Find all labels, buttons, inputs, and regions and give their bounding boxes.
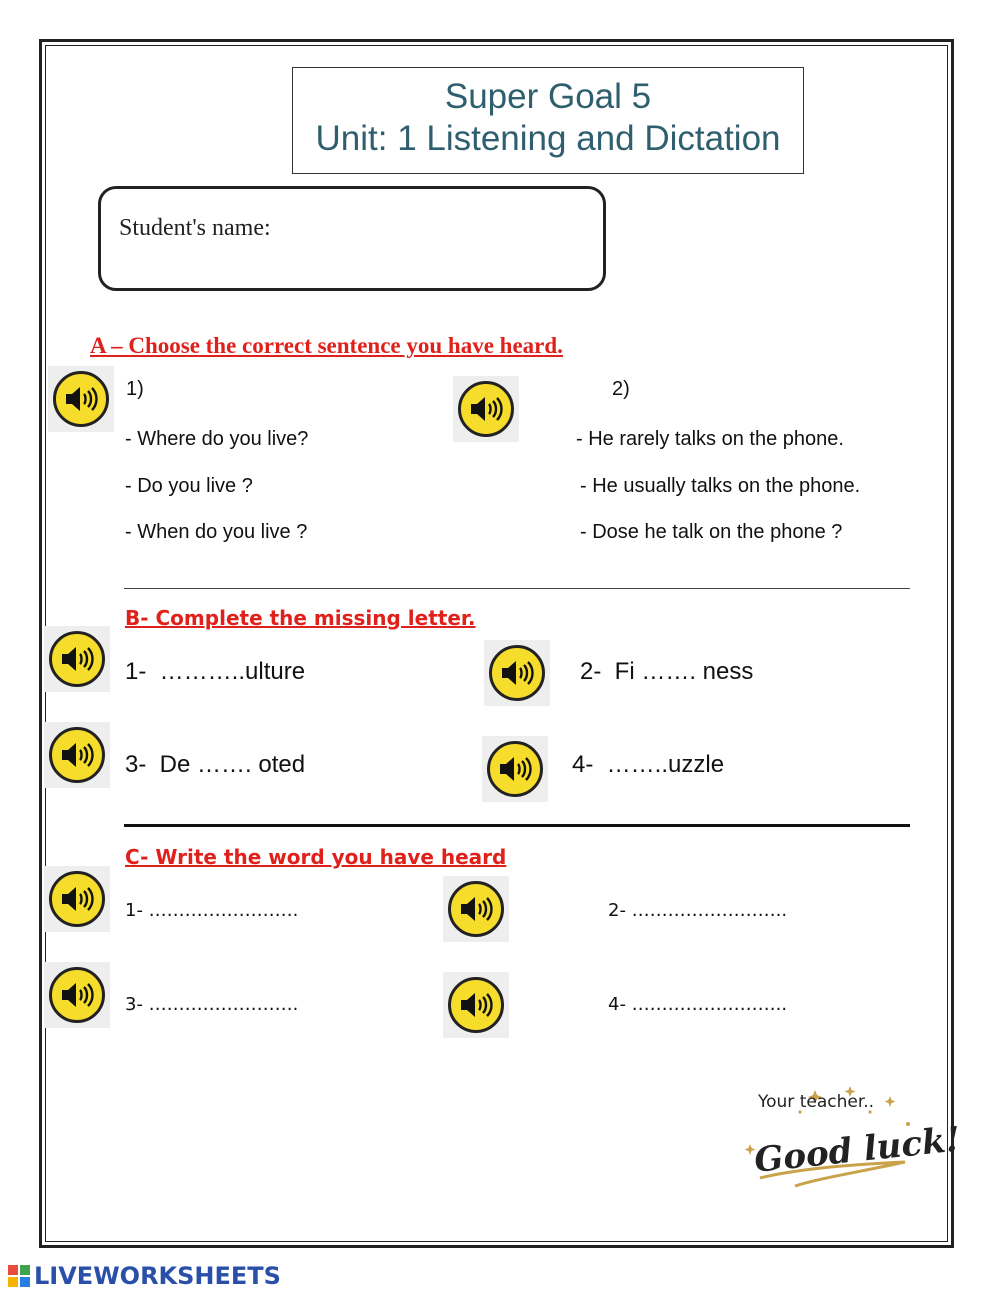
- speaker-icon: [487, 741, 543, 797]
- speaker-button-a2[interactable]: [453, 376, 519, 442]
- brand-name: LIVEWORKSHEETS: [34, 1262, 281, 1290]
- student-name-label: Student's name:: [119, 215, 271, 241]
- answer-c4[interactable]: 4- ……………………..: [608, 994, 788, 1015]
- speaker-button-b4[interactable]: [482, 736, 548, 802]
- speaker-icon: [489, 645, 545, 701]
- option-a2-3[interactable]: - Dose he talk on the phone ?: [580, 521, 843, 543]
- option-a2-1[interactable]: - He rarely talks on the phone.: [576, 428, 844, 450]
- question-a1-number: 1): [126, 378, 144, 400]
- answer-c3[interactable]: 3- …………………….: [125, 994, 299, 1015]
- student-name-field[interactable]: [98, 186, 606, 291]
- speaker-button-a1[interactable]: [48, 366, 114, 432]
- speaker-icon: [448, 881, 504, 937]
- speaker-button-b1[interactable]: [44, 626, 110, 692]
- speaker-button-c3[interactable]: [44, 962, 110, 1028]
- good-luck-text: Good luck!: [752, 1119, 963, 1181]
- divider-a: [124, 588, 910, 589]
- title-box: [292, 67, 804, 174]
- item-b1[interactable]: 1- ………..ulture: [125, 658, 306, 685]
- option-a2-2[interactable]: - He usually talks on the phone.: [580, 475, 861, 497]
- section-b-heading: B- Complete the missing letter.: [125, 606, 476, 630]
- speaker-button-b3[interactable]: [44, 722, 110, 788]
- answer-c2[interactable]: 2- ……………………..: [608, 900, 788, 921]
- title-line-1: Super Goal 5: [444, 77, 652, 116]
- speaker-button-c4[interactable]: [443, 972, 509, 1038]
- speaker-icon: [49, 967, 105, 1023]
- speaker-icon: [49, 871, 105, 927]
- liveworksheets-logo[interactable]: [8, 1262, 281, 1290]
- logo-icon: [8, 1265, 30, 1287]
- question-a2-number: 2): [612, 378, 630, 400]
- speaker-icon: [53, 371, 109, 427]
- section-a-heading: A – Choose the correct sentence you have heard.: [90, 333, 563, 358]
- section-c-heading: C- Write the word you have heard: [125, 845, 507, 869]
- answer-c1[interactable]: 1- …………………….: [125, 900, 299, 921]
- item-b4[interactable]: 4- ……..uzzle: [572, 751, 725, 778]
- speaker-button-c2[interactable]: [443, 876, 509, 942]
- title-line-2: Unit: 1 Listening and Dictation: [315, 119, 781, 158]
- speaker-button-c1[interactable]: [44, 866, 110, 932]
- speaker-icon: [458, 381, 514, 437]
- speaker-icon: [49, 631, 105, 687]
- speaker-icon: [49, 727, 105, 783]
- option-a1-2[interactable]: - Do you live ?: [125, 475, 253, 497]
- option-a1-3[interactable]: - When do you live ?: [125, 521, 308, 543]
- item-b3[interactable]: 3- De ……. oted: [125, 751, 306, 778]
- divider-b: [124, 824, 910, 827]
- speaker-button-b2[interactable]: [484, 640, 550, 706]
- option-a1-1[interactable]: - Where do you live?: [125, 428, 309, 450]
- speaker-icon: [448, 977, 504, 1033]
- item-b2[interactable]: 2- Fi ……. ness: [580, 658, 754, 685]
- teacher-label: Your teacher..: [758, 1092, 875, 1112]
